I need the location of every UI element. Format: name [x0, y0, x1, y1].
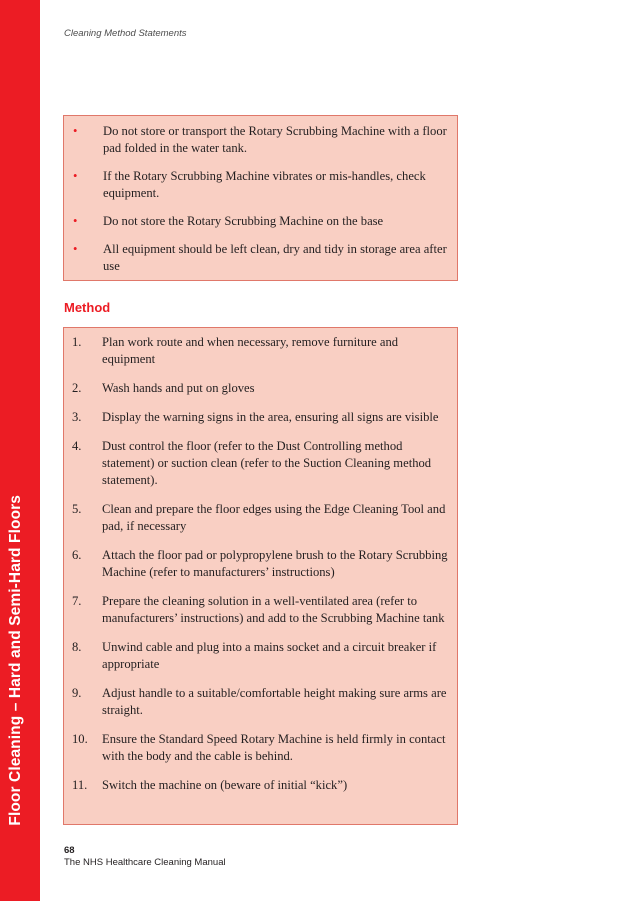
- step-number: 7.: [72, 594, 82, 608]
- manual-title: The NHS Healthcare Cleaning Manual: [64, 857, 226, 868]
- bullet-icon: •: [73, 124, 78, 138]
- precaution-item: [72, 241, 449, 275]
- step-number: 3.: [72, 410, 82, 424]
- bullet-icon: •: [73, 214, 78, 228]
- step-number: 11.: [72, 778, 88, 792]
- method-box: [63, 327, 458, 825]
- method-step: [72, 731, 449, 765]
- method-step: [72, 409, 449, 426]
- step-text: Plan work route and when necessary, remove furniture and equipment: [102, 335, 399, 366]
- method-step: [72, 777, 449, 794]
- bullet-icon: •: [73, 242, 78, 256]
- method-step: [72, 501, 449, 535]
- step-number: 2.: [72, 381, 82, 395]
- precautions-box: [63, 115, 458, 281]
- bullet-icon: •: [73, 169, 78, 183]
- method-step: [72, 639, 449, 673]
- method-step: [72, 593, 449, 627]
- step-number: 9.: [72, 686, 82, 700]
- precaution-item: [72, 123, 449, 157]
- method-step: [72, 547, 449, 581]
- step-number: 6.: [72, 548, 82, 562]
- side-band-title: Floor Cleaning – Hard and Semi-Hard Floors: [7, 495, 24, 826]
- step-text: Switch the machine on (beware of initial “kick”): [102, 778, 348, 792]
- step-text: Attach the floor pad or polypropylene brush to the Rotary Scrubbing Machine (refer to manufacturers’ instructions): [102, 548, 448, 579]
- side-band: [0, 0, 40, 901]
- step-number: 4.: [72, 439, 82, 453]
- step-number: 1.: [72, 335, 82, 349]
- precaution-text: Do not store or transport the Rotary Scrubbing Machine with a floor pad folded in the water tank.: [103, 124, 447, 155]
- method-step: [72, 380, 449, 397]
- step-text: Dust control the floor (refer to the Dust Controlling method statement) or suction clean (refer to the Suction Cleaning method statement).: [102, 439, 432, 487]
- precaution-item: [72, 213, 449, 230]
- precaution-text: All equipment should be left clean, dry and tidy in storage area after use: [103, 242, 447, 273]
- step-text: Display the warning signs in the area, ensuring all signs are visible: [102, 410, 439, 424]
- precaution-item: [72, 168, 449, 202]
- page-number: 68: [64, 845, 75, 856]
- method-step: [72, 685, 449, 719]
- step-text: Ensure the Standard Speed Rotary Machine is held firmly in contact with the body and the cable is behind.: [102, 732, 446, 763]
- step-number: 5.: [72, 502, 82, 516]
- precaution-text: Do not store the Rotary Scrubbing Machine on the base: [103, 214, 384, 228]
- step-number: 10.: [72, 732, 88, 746]
- step-text: Unwind cable and plug into a mains socket and a circuit breaker if appropriate: [102, 640, 437, 671]
- running-header: Cleaning Method Statements: [64, 28, 187, 39]
- method-heading: Method: [64, 300, 111, 315]
- step-text: Adjust handle to a suitable/comfortable height making sure arms are straight.: [102, 686, 447, 717]
- step-number: 8.: [72, 640, 82, 654]
- step-text: Clean and prepare the floor edges using the Edge Cleaning Tool and pad, if necessary: [102, 502, 446, 533]
- step-text: Wash hands and put on gloves: [102, 381, 255, 395]
- precaution-text: If the Rotary Scrubbing Machine vibrates or mis-handles, check equipment.: [103, 169, 426, 200]
- method-step: [72, 438, 449, 489]
- method-step: [72, 334, 449, 368]
- step-text: Prepare the cleaning solution in a well-ventilated area (refer to manufacturers’ instructions) and add to the Scrubbing Machine tank: [102, 594, 445, 625]
